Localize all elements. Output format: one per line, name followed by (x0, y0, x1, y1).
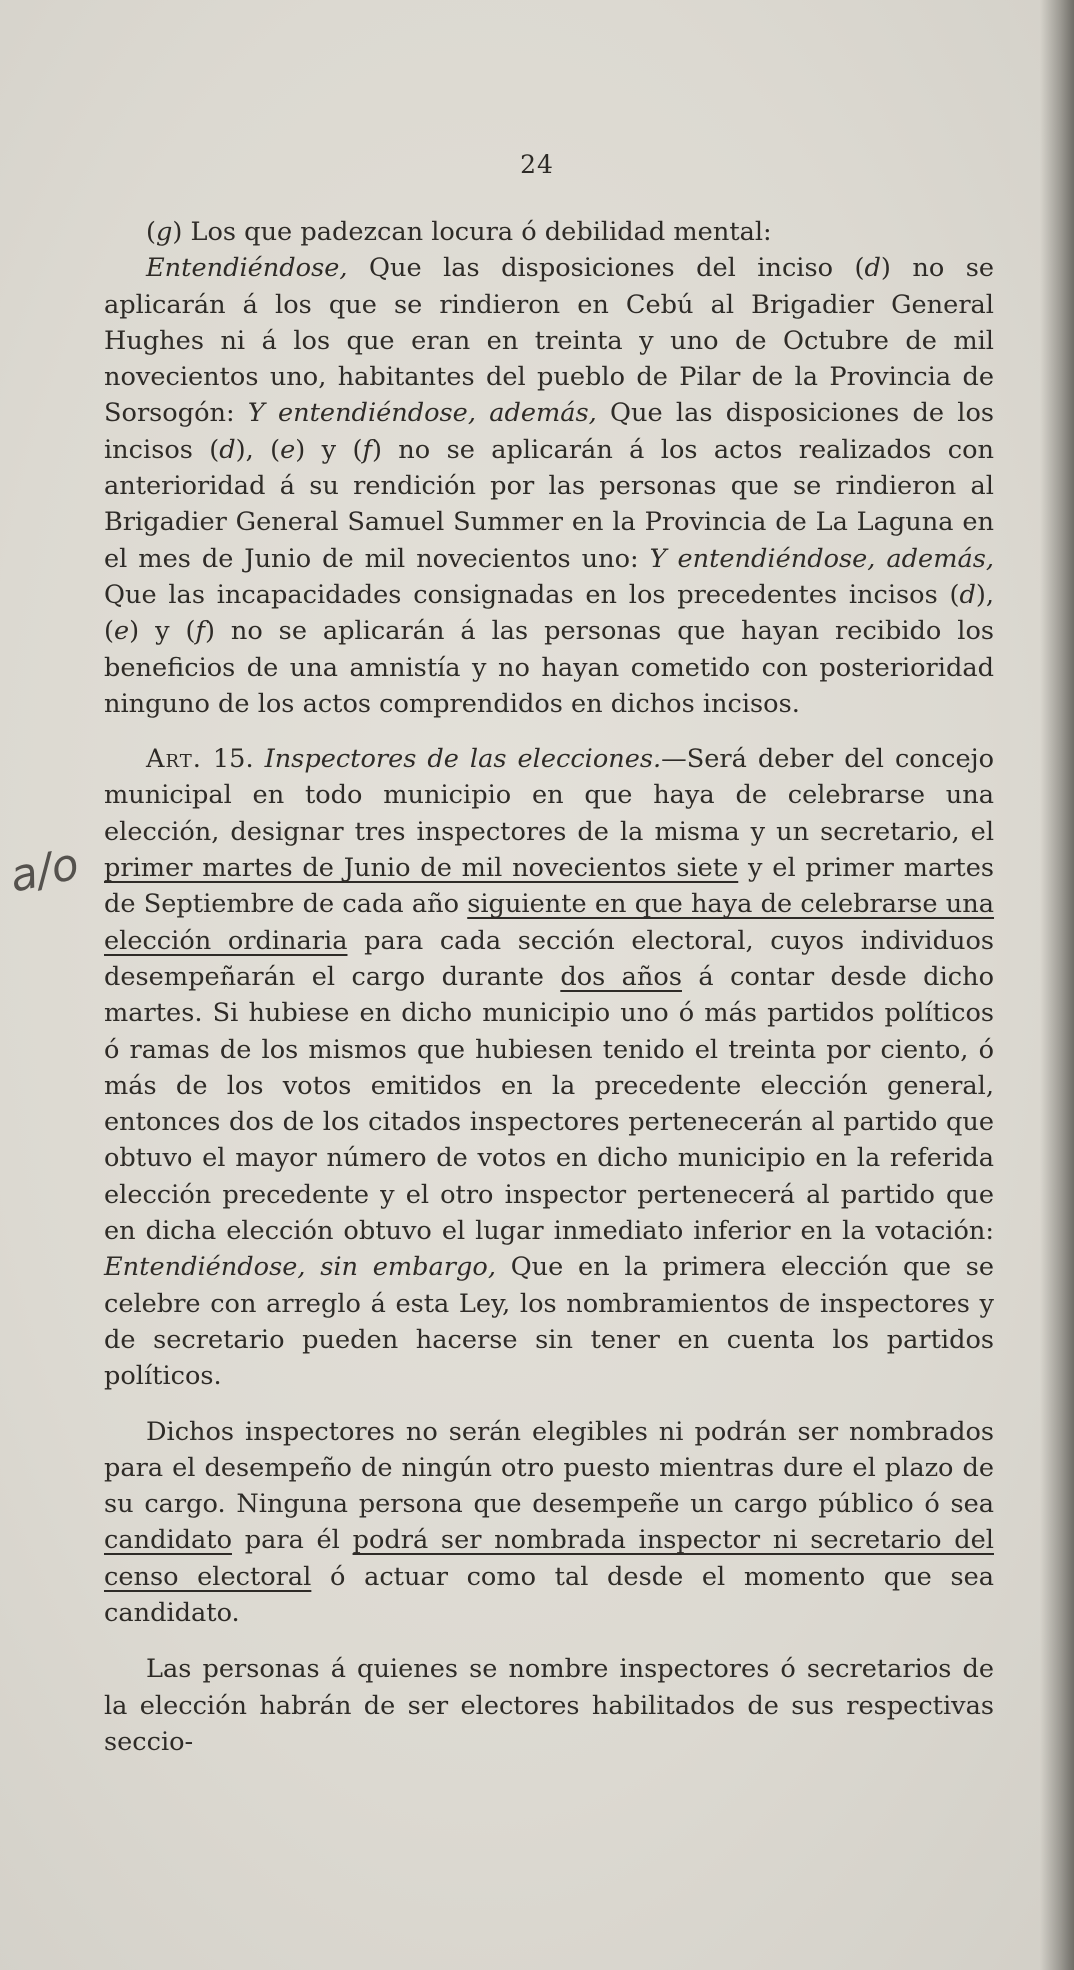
underlined-run: siguiente en que haya de celebrarse una elección ordinaria (104, 889, 995, 956)
text-run: ó actuar como tal desde el momento que sea candidato. (104, 1561, 995, 1628)
text-run: 15. (201, 744, 265, 775)
text-run: ) y ( (295, 434, 363, 465)
italic-run: e (114, 616, 130, 647)
text-run: ), ( (235, 434, 281, 465)
text-run: Que en la primera elección que se celebre con arreglo á esta Ley, los nombramientos de inspectores y de secretario pueden hacerse sin tener en cuenta los partidos políticos. (104, 1252, 994, 1392)
italic-run: e (280, 434, 296, 465)
text-run: Las personas á quienes se nombre inspectores ó secretarios de la elección habrán de ser electores habilitados de sus respectivas seccio- (104, 1654, 994, 1757)
underlined-run: primer martes de Junio de mil novecientos siete (104, 853, 739, 884)
body-text (104, 214, 994, 1760)
margin-note-text: a/o (5, 838, 84, 903)
handwritten-margin-note (2, 838, 92, 995)
text-run: ) no se aplicarán á los que se rindieron en Cebú al Brigadier General Hughes ni á los que eran en treinta y uno de Octubre de mil novecientos uno, habitantes del pueblo de Pilar de la Provincia de Sorsogón: (104, 253, 994, 429)
italic-run: g (156, 217, 173, 247)
text-run: Que las incapacidades consignadas en los precedentes incisos ( (104, 579, 960, 610)
italic-run: Y entendiéndose, además, (649, 543, 994, 574)
underlined-run: dos años (560, 961, 682, 992)
text-run: ( (146, 217, 156, 247)
text-run: Dichos inspectores no serán elegibles ni podrán ser nombrados para el desempeño de ningún otro puesto mientras dure el plazo de su cargo. Ninguna persona que desempeñe un cargo público ó sea (104, 1416, 994, 1520)
italic-run: d (219, 434, 236, 465)
page-edge-shadow (1040, 0, 1074, 1970)
paragraph-article-15 (104, 741, 994, 1394)
italic-run: Entendiéndose, sin embargo, (104, 1252, 496, 1283)
text-run: Que las disposiciones de los incisos ( (104, 398, 994, 465)
italic-run: f (362, 434, 372, 465)
text-run: ) no se aplicarán á las personas que hayan recibido los beneficios de una amnistía y no hayan cometido con posterioridad ninguno de los actos comprendidos en dichos incisos. (104, 616, 994, 719)
page-number: 24 (520, 150, 554, 179)
italic-run: d (959, 579, 976, 610)
text-run: ) Los que padezcan locura ó debilidad mental: (172, 217, 772, 247)
text-run: —Será deber del concejo municipal en todo municipio en que haya de celebrarse una elección, designar tres inspectores de la misma y un secretario, el (104, 744, 994, 847)
smallcaps-run: Art. (146, 744, 202, 775)
paragraph-inspector-qualifications (104, 1651, 994, 1760)
text-run: para él (231, 1525, 353, 1556)
italic-run: Inspectores de las elecciones. (264, 744, 662, 775)
text-run: para cada sección electoral, cuyos individuos desempeñarán el cargo durante (104, 925, 994, 992)
text-run: ) no se aplicarán á los actos realizados con anterioridad á su rendición por las personas que se rindieron al Brigadier General Samuel Summer en la Provincia de La Laguna en el mes de Junio de mil novecientos uno: (104, 434, 994, 574)
text-run: Que las disposiciones del inciso ( (347, 253, 865, 284)
underlined-run: candidato (104, 1525, 232, 1556)
italic-run: d (864, 253, 881, 284)
paragraph-inspectors-eligibility (104, 1414, 994, 1632)
italic-run: f (195, 616, 205, 647)
text-run: á contar desde dicho martes. Si hubiese en dicho municipio uno ó más partidos políticos ó ramas de los mismos que hubiesen tenido el treinta por ciento, ó más de los votos emitidos en la precedente elección general, entonces dos de los citados inspectores pertenecerán al partido que obtuvo el mayor número de votos en dicho municipio en la referida elección precedente y el otro inspector pertenecerá al partido que en dicha elección obtuvo el lugar inmediato inferior en la votación: (104, 961, 994, 1247)
paragraph-provisos (104, 250, 994, 722)
text-run: ) y ( (129, 616, 196, 647)
italic-run: Entendiéndose, (146, 253, 348, 284)
text-run: ), ( (104, 579, 994, 647)
italic-run: Y entendiéndose, además, (247, 398, 597, 429)
paragraph-clause-g (104, 214, 994, 250)
underlined-run: podrá ser nombrada inspector ni secretario del censo electoral (104, 1525, 994, 1592)
text-run: y el primer martes de Septiembre de cada año (104, 853, 995, 920)
